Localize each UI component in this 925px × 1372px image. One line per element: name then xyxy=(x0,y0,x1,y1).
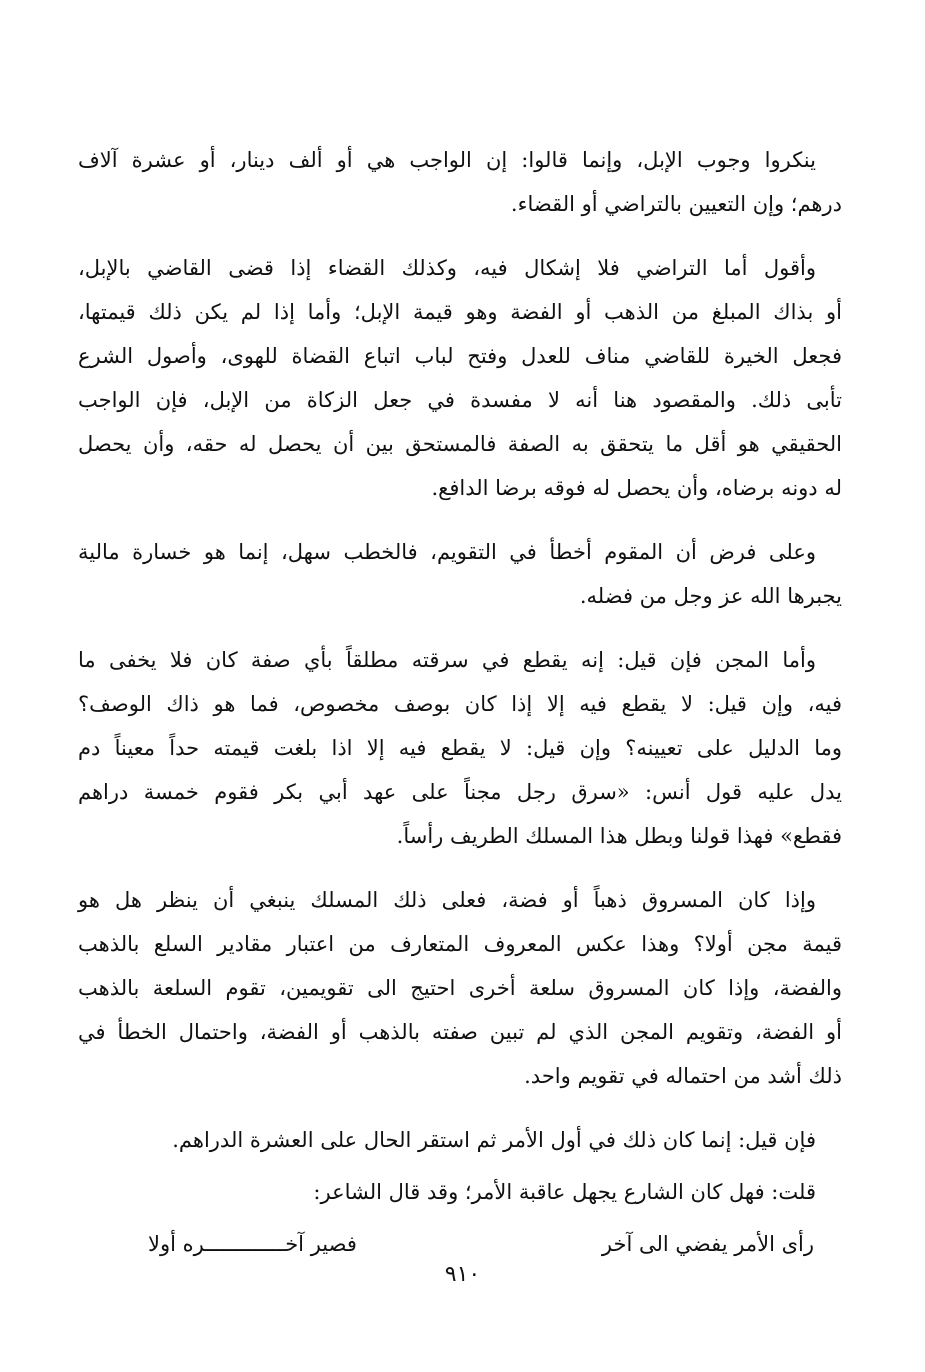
paragraph xyxy=(78,530,842,618)
text-line: قيمة مجن أولا؟ وهذا عكس المعروف المتعارف من اعتبار مقادير السلع بالذهب xyxy=(78,932,842,956)
objection-line xyxy=(78,1118,842,1162)
text-line: فإن قيل: إنما كان ذلك في أول الأمر ثم استقر الحال على العشرة الدراهم. xyxy=(172,1128,816,1152)
text-line: ينكروا وجوب الإبل، وإنما قالوا: إن الواجب هي أو ألف دينار، أو عشرة آلاف xyxy=(78,148,816,172)
reply-line xyxy=(78,1170,842,1214)
text-line: وأقول أما التراضي فلا إشكال فيه، وكذلك القضاء إذا قضى القاضي بالإبل، xyxy=(78,256,816,280)
verse-first-hemistich: رأى الأمر يفضي الى آخر xyxy=(601,1232,814,1256)
text-line: أو الفضة، وتقويم المجن الذي لم تبين صفته بالذهب أو الفضة، واحتمال الخطأ في xyxy=(78,1020,842,1044)
text-line: والفضة، وإذا كان المسروق سلعة أخرى احتيج الى تقويمين، تقوم السلعة بالذهب xyxy=(78,976,842,1000)
text-line: وما الدليل على تعيينه؟ وإن قيل: لا يقطع فيه إلا اذا بلغت قيمته حداً معيناً دم xyxy=(78,736,842,760)
text-line: درهم؛ وإن التعيين بالتراضي أو القضاء. xyxy=(510,192,842,216)
paragraph xyxy=(78,138,842,226)
text-line: وعلى فرض أن المقوم أخطأ في التقويم، فالخطب سهل، إنما هو خسارة مالية xyxy=(78,540,816,564)
verse-second-hemistich: فصير آخـــــــــــــره أولا xyxy=(148,1232,357,1256)
paragraph xyxy=(78,878,842,1098)
page-body xyxy=(78,138,842,1266)
poetry-verse xyxy=(78,1222,842,1266)
text-line: يجبرها الله عز وجل من فضله. xyxy=(579,584,842,608)
text-line: له دونه برضاه، وأن يحصل له فوقه برضا الدافع. xyxy=(431,476,842,500)
text-line: فقطع» فهذا قولنا وبطل هذا المسلك الطريف رأساً. xyxy=(396,824,842,848)
text-line: وإذا كان المسروق ذهباً أو فضة، فعلى ذلك المسلك ينبغي أن ينظر هل هو xyxy=(78,888,816,912)
text-line: أو بذاك المبلغ من الذهب أو الفضة وهو قيمة الإبل؛ وأما إذا لم يكن ذلك قيمتها، xyxy=(78,300,842,324)
text-line: قلت: فهل كان الشارع يجهل عاقبة الأمر؛ وقد قال الشاعر: xyxy=(313,1180,816,1204)
paragraph xyxy=(78,246,842,510)
text-line: ذلك أشد من احتماله في تقويم واحد. xyxy=(524,1064,842,1088)
page-number: ٩١٠ xyxy=(444,1262,481,1287)
text-line: فيه، وإن قيل: لا يقطع فيه إلا إذا كان بوصف مخصوص، فما هو ذاك الوصف؟ xyxy=(78,692,842,716)
text-line: فجعل الخيرة للقاضي مناف للعدل وفتح لباب اتباع القضاة للهوى، وأصول الشرع xyxy=(78,344,842,368)
text-line: وأما المجن فإن قيل: إنه يقطع في سرقته مطلقاً بأي صفة كان فلا يخفى ما xyxy=(78,648,816,672)
text-line: يدل عليه قول أنس: «سرق رجل مجناً على عهد أبي بكر فقوم خمسة دراهم xyxy=(78,780,842,804)
paragraph xyxy=(78,638,842,858)
text-line: تأبى ذلك. والمقصود هنا أنه لا مفسدة في جعل الزكاة من الإبل، فإن الواجب xyxy=(78,388,842,412)
text-line: الحقيقي هو أقل ما يتحقق به الصفة فالمستحق بين أن يحصل له حقه، وأن يحصل xyxy=(78,432,842,456)
